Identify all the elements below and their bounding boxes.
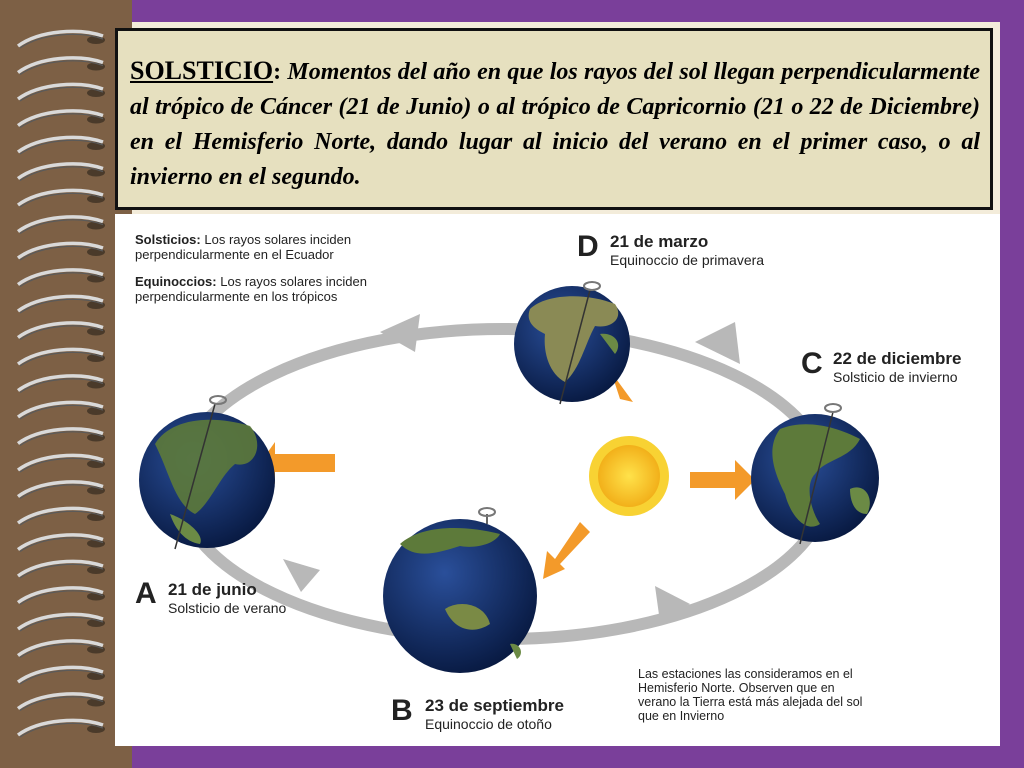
spiral-ring [18,455,105,472]
definition-box [115,28,993,210]
sun [589,436,669,516]
spiral-ring [18,694,105,711]
ray-arrow-c [690,460,755,500]
spiral-ring [18,217,105,234]
term-colon: : [273,59,282,85]
label-date-b: 23 de septiembre [425,696,564,715]
note-line-2: Hemisferio Norte. Observen que en [638,681,835,695]
spiral-ring [18,561,105,578]
spiral-ring [18,323,105,340]
spiral-ring [18,535,105,552]
legend-equinoccios [135,274,367,304]
legend-solsticios [135,232,351,262]
label-letter-c: C [801,347,823,380]
term-definition: Momentos del año en que los rayos del sol llegan perpendicularmente al trópico de Cáncer (21 de Junio) o al trópico de Capricornio (21 o 22 de Diciembre) en el Hemisferio Norte, dando lugar al inicio del verano en el primer caso, o al invierno en el segundo. [130,59,981,190]
spiral-ring [18,720,105,737]
legend-solsticios-term: Solsticios: [135,232,201,247]
spiral-ring [18,641,105,658]
label-date-d: 21 de marzo [610,232,709,251]
earth-a [139,396,275,549]
spiral-ring [18,429,105,446]
legend-equinoccios-text-1: Los rayos solares inciden [220,274,367,289]
label-event-a: Solsticio de verano [168,600,287,616]
orbit-arrow-top-left [380,314,420,352]
term-solsticio: SOLSTICIO [130,56,274,85]
ray-arrow-b [543,522,590,579]
spiral-ring [18,84,105,101]
legend-solsticios-text-2: perpendicularmente en el Ecuador [135,247,334,262]
spiral-ring [18,270,105,287]
legend-equinoccios-term: Equinoccios: [135,274,217,289]
spiral-ring [18,667,105,684]
spiral-ring [18,296,105,313]
label-letter-b: B [391,694,413,727]
note-line-4: que en Invierno [638,709,725,723]
note-line-3: verano la Tierra está más alejada del sol [638,695,863,709]
spiral-ring [18,376,105,393]
label-event-b: Equinoccio de otoño [425,716,552,732]
spiral-ring [18,31,105,48]
spiral-ring [18,482,105,499]
label-date-c: 22 de diciembre [833,349,962,368]
legend-equinoccios-text-2: perpendicularmente en los trópicos [135,289,338,304]
note-line-1: Las estaciones las consideramos en el [638,667,853,681]
spiral-ring [18,243,105,260]
spiral-ring [18,164,105,181]
spiral-ring [18,58,105,75]
legend-solsticios-text-1: Los rayos solares inciden [204,232,352,247]
orbit-arrow-bottom-left [283,559,320,592]
spiral-ring [18,508,105,525]
label-letter-d: D [577,230,599,263]
label-date-a: 21 de junio [168,580,257,599]
spiral-ring [18,111,105,128]
earth-d [514,282,630,404]
label-letter-a: A [135,577,157,610]
label-event-c: Solsticio de invierno [833,369,958,385]
spiral-ring [18,614,105,631]
earth-c [751,404,879,544]
seasons-diagram [115,214,1000,746]
spiral-ring [18,402,105,419]
spiral-ring [18,190,105,207]
earth-b [383,508,537,673]
label-event-d: Equinoccio de primavera [610,252,765,268]
spiral-ring [18,349,105,366]
spiral-ring [18,588,105,605]
spiral-ring [18,137,105,154]
seasons-note [638,667,862,723]
